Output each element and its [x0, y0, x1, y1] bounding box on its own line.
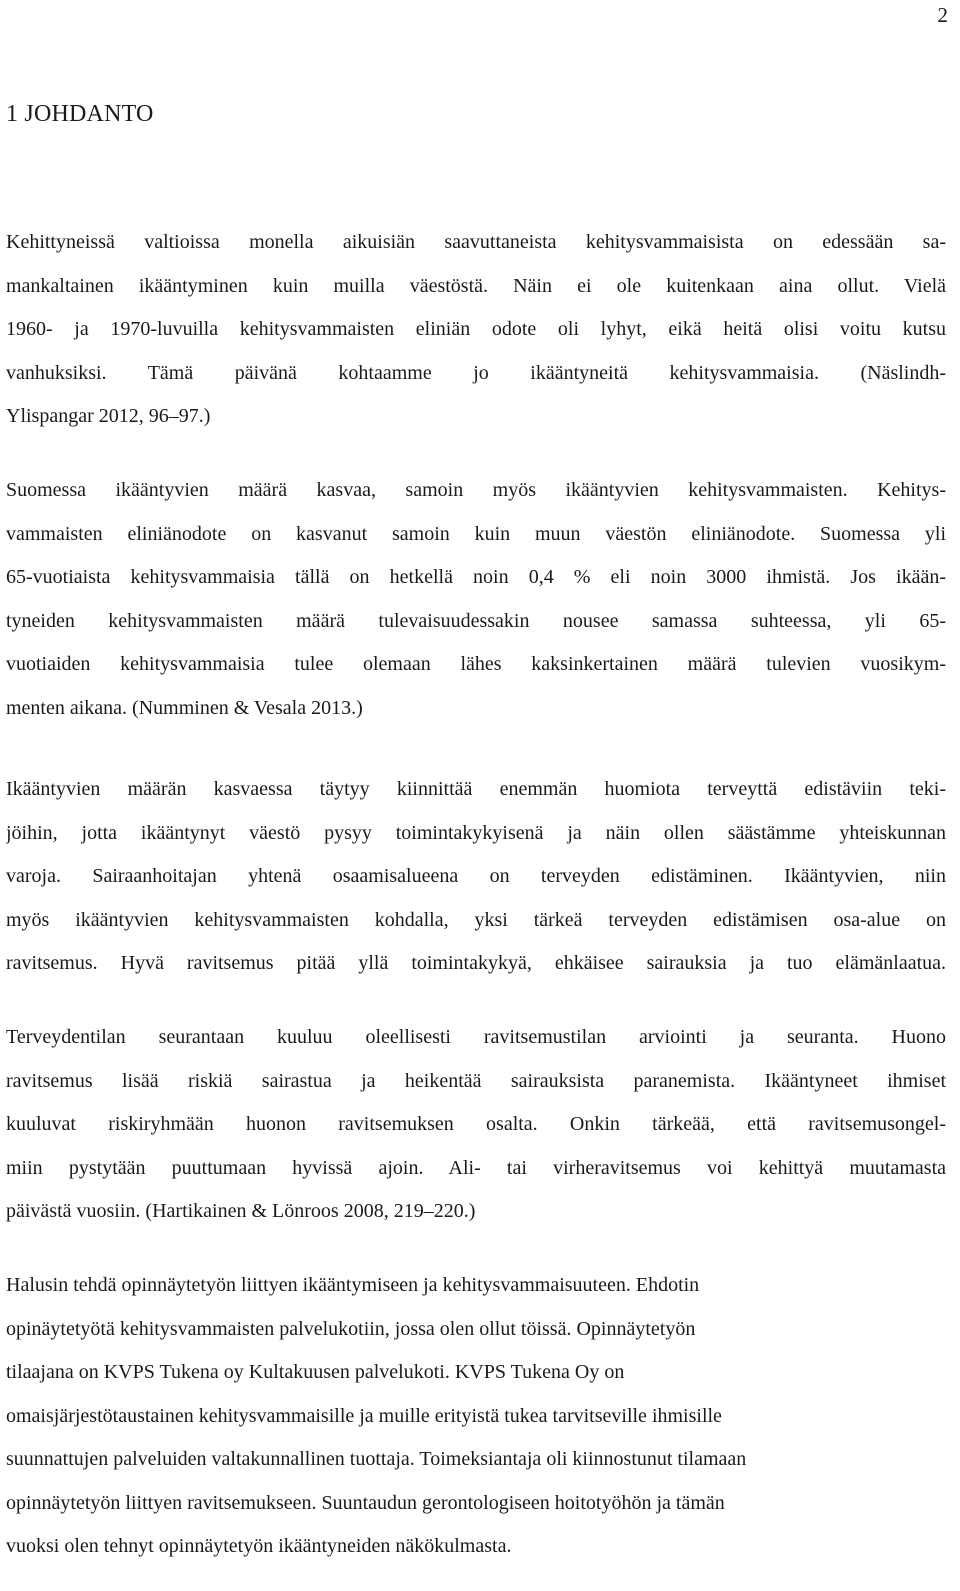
text-line: ravitsemus. Hyvä ravitsemus pitää yllä toimintakykyä, ehkäisee sairauksia ja tuo elämänlaatua. — [6, 952, 946, 974]
text-line: päivästä vuosiin. (Hartikainen & Lönroos 2008, 219–220.) — [6, 1200, 476, 1222]
section-heading: 1 JOHDANTO — [6, 101, 154, 127]
text-line: suunnattujen palveluiden valtakunnallinen tuottaja. Toimeksiantaja oli kiinnostunut tilamaan — [6, 1448, 747, 1470]
text-line: tyneiden kehitysvammaisten määrä tulevaisuudessakin nousee samassa suhteessa, yli 65- — [6, 609, 946, 632]
text-line: 65-vuotiaista kehitysvammaisia tällä on hetkellä noin 0,4 % eli noin 3000 ihmistä. Jos ikään- — [6, 566, 946, 588]
text-line: 1960- ja 1970-luvuilla kehitysvammaisten eliniän odote oli lyhyt, eikä heitä olisi voitu kutsu — [6, 318, 946, 340]
text-line: ravitsemus lisää riskiä sairastua ja heikentää sairauksista paranemista. Ikääntyneet ihmiset — [6, 1069, 946, 1092]
paragraph-health-promotion — [6, 768, 946, 986]
paragraph-statistics — [6, 469, 946, 730]
text-line: omaisjärjestötaustainen kehitysvammaisille ja muille erityistä tukea tarvitseville ihmisille — [6, 1404, 722, 1427]
text-line: jöihin, jotta ikääntynyt väestö pysyy toimintakykyisenä ja näin ollen säästämme yhteiskunnan — [6, 821, 946, 844]
text-line: miin pystytään puuttumaan hyvissä ajoin. Ali- tai virheravitsemus voi kehittyä muutamasta — [6, 1156, 946, 1179]
text-line: Halusin tehdä opinnäytetyön liittyen ikääntymiseen ja kehitysvammaisuuteen. Ehdotin — [6, 1274, 700, 1296]
text-line: opinäytetyötä kehitysvammaisten palvelukotiin, jossa olen ollut töissä. Opinnäytetyön — [6, 1317, 696, 1340]
text-line: Kehittyneissä valtioissa monella aikuisiän saavuttaneista kehitysvammaisista on edessään sa- — [6, 231, 946, 253]
text-line: vammaisten eliniänodote on kasvanut samoin kuin muun väestön eliniänodote. Suomessa yli — [6, 522, 946, 545]
text-line: Ylispangar 2012, 96–97.) — [6, 405, 211, 427]
text-line: vuoksi olen tehnyt opinnäytetyön ikääntyneiden näkökulmasta. — [6, 1535, 512, 1557]
text-line: Suomessa ikääntyvien määrä kasvaa, samoin myös ikääntyvien kehitysvammaisten. Kehitys- — [6, 479, 946, 501]
text-line: opinnäytetyön liittyen ravitsemukseen. Suuntaudun gerontologiseen hoitotyöhön ja tämän — [6, 1491, 725, 1514]
paragraph-thesis-purpose — [6, 1264, 946, 1569]
text-line: vanhuksiksi. Tämä päivänä kohtaamme jo ikääntyneitä kehitysvammaisia. (Näslindh- — [6, 361, 946, 384]
text-line: Ikääntyvien määrän kasvaessa täytyy kiinnittää enemmän huomiota terveyttä edistäviin teki- — [6, 778, 946, 800]
paragraph-nutrition — [6, 1016, 946, 1234]
text-line: varoja. Sairaanhoitajan yhtenä osaamisalueena on terveyden edistäminen. Ikääntyvien, niin — [6, 865, 946, 887]
paragraph-intro — [6, 221, 946, 439]
text-line: tilaajana on KVPS Tukena oy Kultakuusen palvelukoti. KVPS Tukena Oy on — [6, 1361, 625, 1383]
text-line: vuotiaiden kehitysvammaisia tulee olemaan lähes kaksinkertainen määrä tulevien vuosikym- — [6, 653, 946, 675]
text-line: Terveydentilan seurantaan kuuluu oleellisesti ravitsemustilan arviointi ja seuranta. Huono — [6, 1026, 946, 1048]
text-line: menten aikana. (Numminen & Vesala 2013.) — [6, 696, 363, 719]
page-number: 2 — [937, 3, 948, 27]
text-line: mankaltainen ikääntyminen kuin muilla väestöstä. Näin ei ole kuitenkaan aina ollut. Vielä — [6, 274, 946, 297]
text-line: myös ikääntyvien kehitysvammaisten kohdalla, yksi tärkeä terveyden edistämisen osa-alue on — [6, 908, 946, 931]
text-line: kuuluvat riskiryhmään huonon ravitsemuksen osalta. Onkin tärkeää, että ravitsemusongel- — [6, 1113, 946, 1135]
